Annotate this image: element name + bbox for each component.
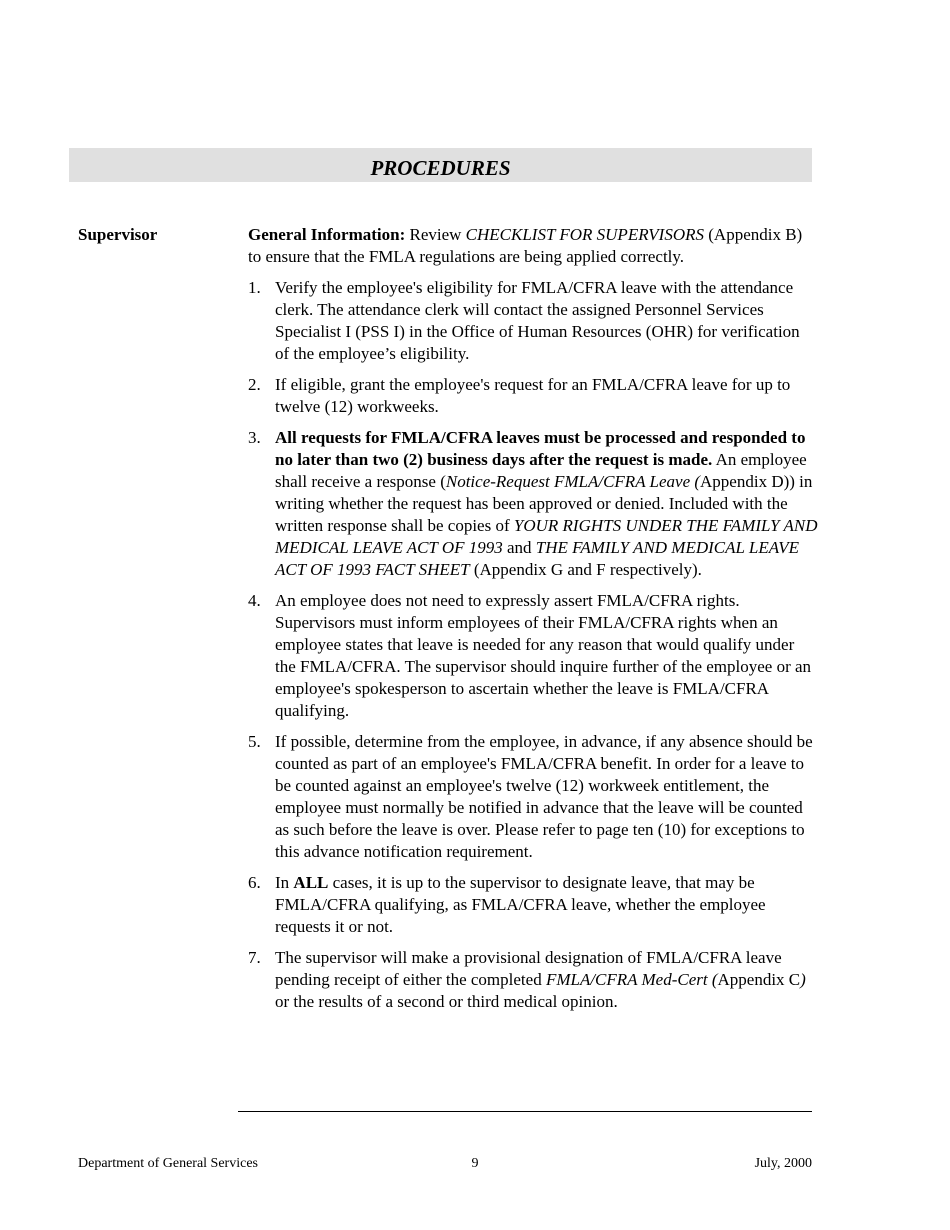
notice-request-form-title: Notice-Request FMLA/CFRA Leave ( [445,472,701,491]
step-text: An employee does not need to expressly assert FMLA/CFRA rights. Supervisors must inform employees of their FMLA/CFRA rights when an employee states that leave is needed for any reason that would qualify under the FMLA/CFRA. The supervisor should inquire further of the employee or an employee's spokesperson to ascertain whether the leave is FMLA/CFRA qualifying. [275,591,812,720]
intro-text-1: Review [405,225,466,244]
step-number: 6. [248,873,261,892]
step-7 [248,947,818,1013]
med-cert-form-title: FMLA/CFRA Med-Cert ( [545,970,718,989]
step-1 [248,277,818,365]
checklist-title: CHECKLIST FOR SUPERVISORS [465,225,704,244]
step-text: If eligible, grant the employee's request for an FMLA/CFRA leave for up to twelve (12) workweeks. [275,375,791,416]
footer-divider [238,1111,812,1112]
fact-sheet-document-title: THE FAMILY AND MEDICAL LEAVE ACT OF 1993 FACT SHEET [275,538,800,579]
step-3 [248,427,818,581]
step-text: or the results of a second or third medical opinion. [275,992,618,1011]
step-2 [248,374,818,418]
step-text: and [502,538,536,557]
footer-department: Department of General Services [78,1156,258,1171]
footer-page-number: 9 [471,1156,479,1171]
general-info-label: General Information: [248,225,406,244]
step-text: Appendix D)) in writing whether the request has been approved or denied. Included with the written response shall be copies of [275,472,813,535]
procedure-steps [248,277,818,1013]
role-label: Supervisor [78,225,158,244]
step-text: In [275,873,294,892]
step-number: 4. [248,591,261,610]
step-number: 5. [248,732,261,751]
appendix-closing-paren: ) [800,970,806,989]
general-information [248,224,818,268]
footer-date: July, 2000 [754,1156,812,1171]
step-5 [248,731,818,863]
step-number: 1. [248,278,261,297]
your-rights-document-title: YOUR RIGHTS UNDER THE FAMILY AND MEDICAL LEAVE ACT OF 1993 [275,516,818,557]
step-text: An employee shall receive a response ( [275,450,807,491]
procedure-content [248,224,818,1022]
step-number: 3. [248,428,261,447]
intro-text-2: (Appendix B) to ensure that the FMLA regulations are being applied correctly. [248,225,803,266]
section-title-bar [69,148,812,182]
step-6 [248,872,818,938]
page-title: PROCEDURES [370,156,511,180]
step-text: Verify the employee's eligibility for FMLA/CFRA leave with the attendance clerk. The attendance clerk will contact the assigned Personnel Services Specialist I (PSS I) in the Office of Human Resources (OHR) for verification of the employee’s eligibility. [275,278,800,363]
step-4 [248,590,818,722]
step-6-emphasis: ALL [293,873,329,892]
step-text: (Appendix G and F respectively). [469,560,702,579]
step-text: Appendix C [717,970,801,989]
step-text: The supervisor will make a provisional designation of FMLA/CFRA leave pending receipt of either the completed [275,948,782,989]
step-3-bold-requirement: All requests for FMLA/CFRA leaves must be processed and responded to no later than two (2) business days after the request is made. [275,428,806,469]
step-number: 2. [248,375,261,394]
step-text: cases, it is up to the supervisor to designate leave, that may be FMLA/CFRA qualifying, as FMLA/CFRA leave, whether the employee requests it or not. [275,873,766,936]
step-number: 7. [248,948,261,967]
step-text: If possible, determine from the employee, in advance, if any absence should be counted as part of an employee's FMLA/CFRA benefit. In order for a leave to be counted against an employee's twelve (12) workweek entitlement, the employee must normally be notified in advance that the leave will be counted as such before the leave is over. Please refer to page ten (10) for exceptions to this advance notification requirement. [275,732,813,861]
